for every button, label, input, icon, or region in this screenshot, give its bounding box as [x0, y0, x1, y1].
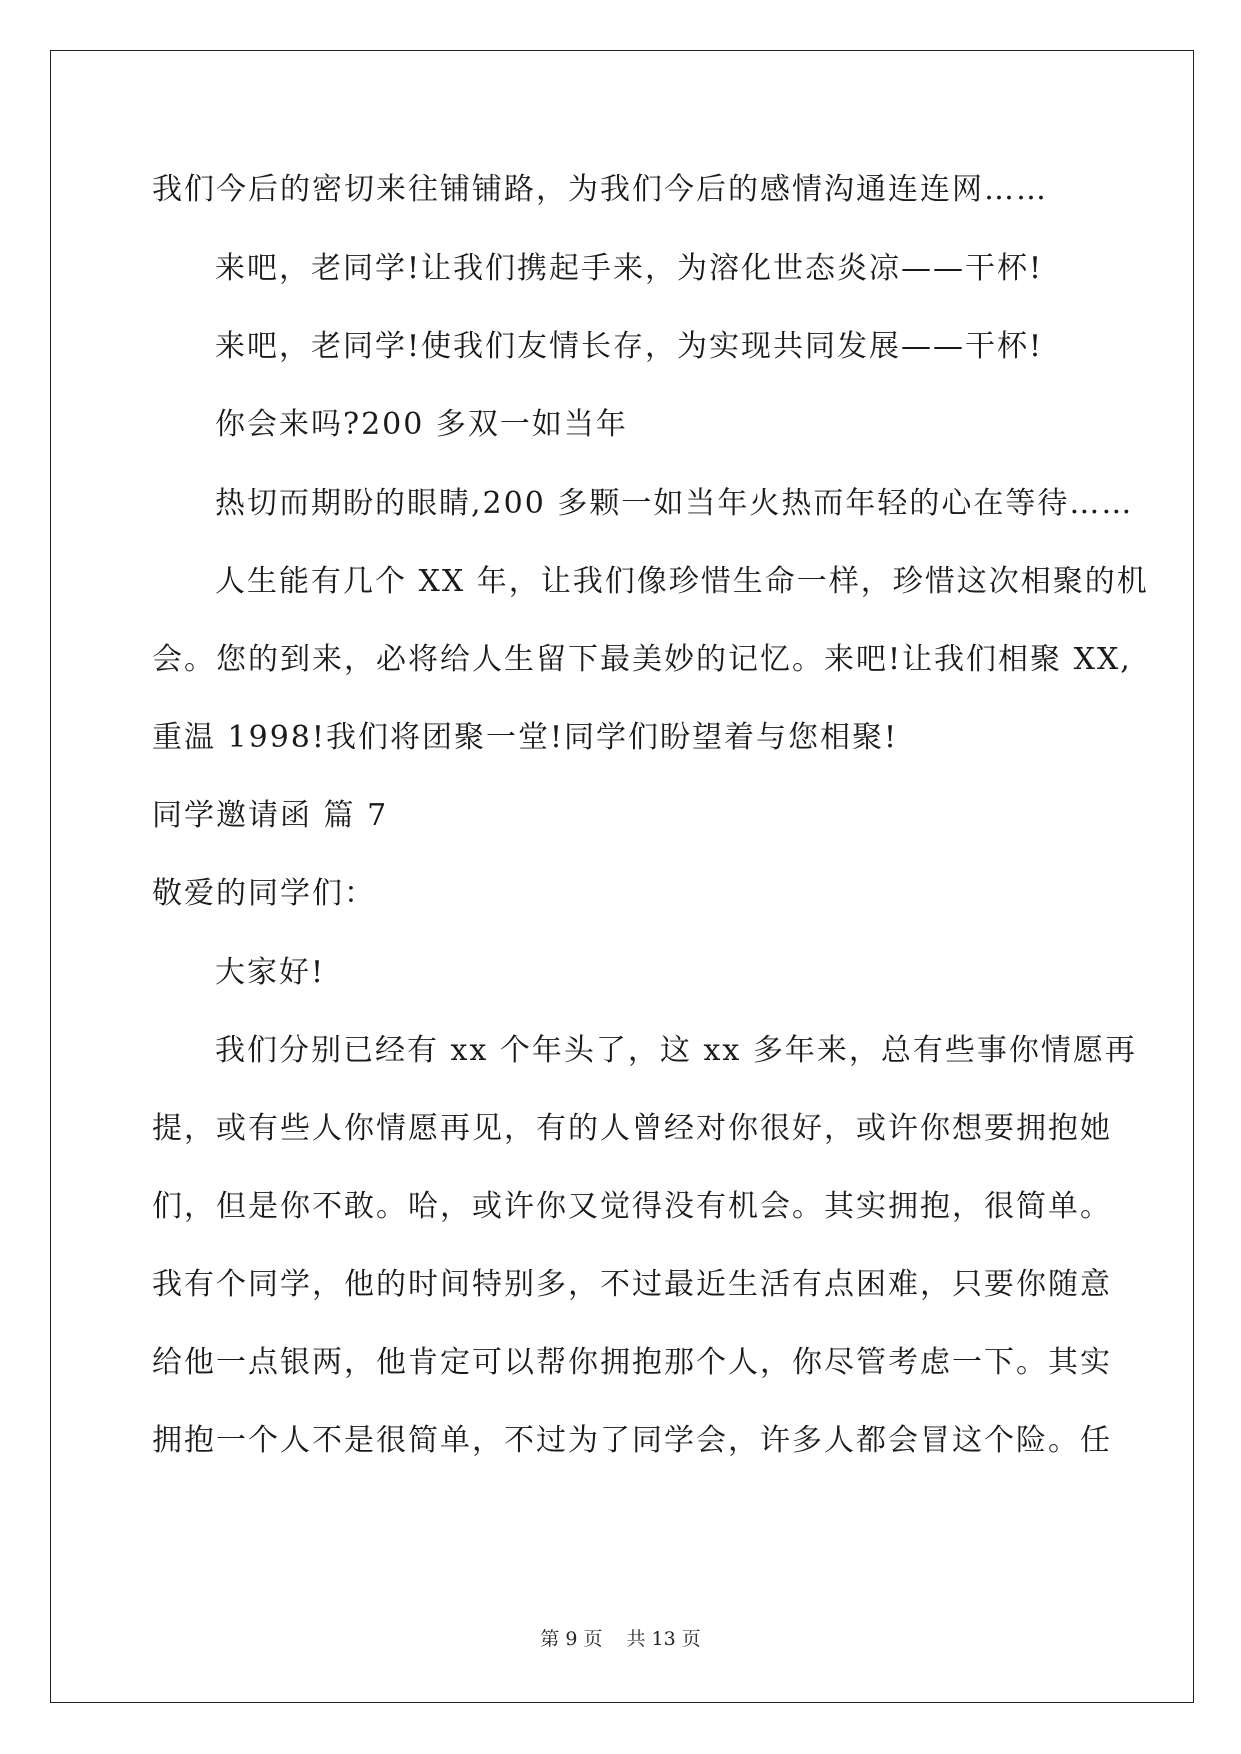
salutation: 敬爱的同学们：: [152, 876, 376, 911]
body-line-14: 们，但是你不敢。哈，或许你又觉得没有机会。其实拥抱，很简单。: [152, 1189, 1112, 1224]
body-line-16: 给他一点银两，他肯定可以帮你拥抱那个人，你尽管考虑一下。其实: [152, 1345, 1112, 1380]
body-line-4: 你会来吗?200 多双一如当年: [215, 407, 628, 442]
body-line-7: 会。您的到来，必将给人生留下最美妙的记忆。来吧!让我们相聚 XX,: [152, 642, 1132, 677]
section-heading: 同学邀请函 篇 7: [152, 798, 389, 833]
page-number: 第 9 页: [540, 1628, 603, 1650]
body-line-12: 我们分别已经有 xx 个年头了，这 xx 多年来，总有些事你情愿再: [215, 1033, 1137, 1068]
page-footer: [0, 1626, 1241, 1652]
body-line-2: 来吧，老同学!让我们携起手来，为溶化世态炎凉——干杯!: [215, 251, 1044, 286]
body-line-6: 人生能有几个 XX 年，让我们像珍惜生命一样，珍惜这次相聚的机: [215, 564, 1149, 599]
body-line-1: 我们今后的密切来往铺铺路，为我们今后的感情沟通连连网……: [152, 172, 1048, 207]
body-line-17: 拥抱一个人不是很简单，不过为了同学会，许多人都会冒这个险。任: [152, 1423, 1112, 1458]
body-line-13: 提，或有些人你情愿再见，有的人曾经对你很好，或许你想要拥抱她: [152, 1111, 1112, 1146]
body-line-3: 来吧，老同学!使我们友情长存，为实现共同发展——干杯!: [215, 329, 1044, 364]
greeting: 大家好!: [215, 955, 326, 990]
body-line-8: 重温 1998!我们将团聚一堂!同学们盼望着与您相聚!: [152, 720, 899, 755]
body-line-15: 我有个同学，他的时间特别多，不过最近生活有点困难，只要你随意: [152, 1267, 1112, 1302]
page-total: 共 13 页: [626, 1628, 701, 1650]
body-line-5: 热切而期盼的眼睛,200 多颗一如当年火热而年轻的心在等待……: [215, 486, 1134, 521]
